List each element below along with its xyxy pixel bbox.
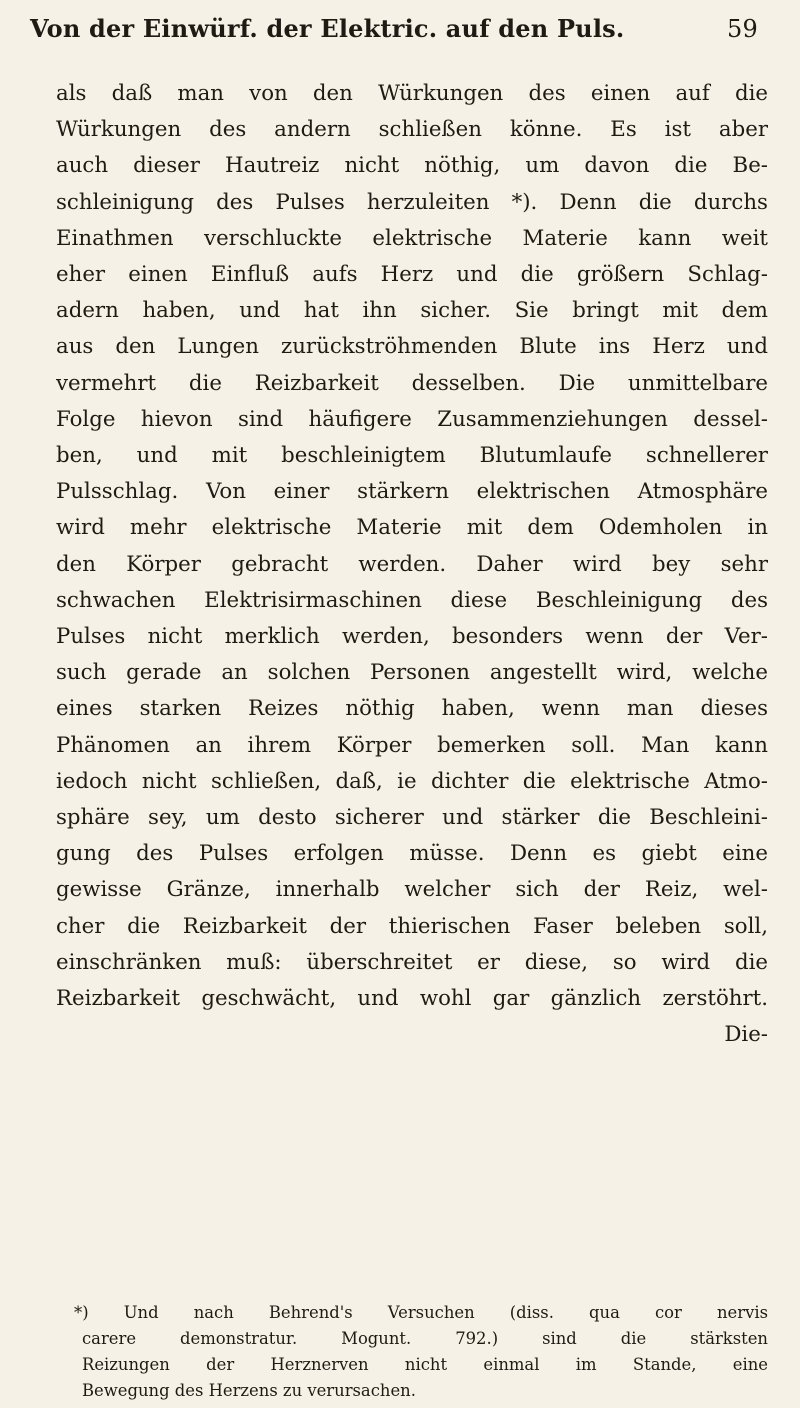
text-line: Pulsschlag. Von einer stärkern elektrischen Atmosphäre xyxy=(56,479,768,505)
text-line: als daß man von den Würkungen des einen auf die xyxy=(56,81,768,106)
text-line: eher einen Einfluß aufs Herz und die größern Schlag- xyxy=(56,262,768,288)
running-head xyxy=(30,14,758,43)
text-line: auch dieser Hautreiz nicht nöthig, um davon die Be- xyxy=(56,153,768,179)
text-line: gewisse Gränze, innerhalb welcher sich der Reiz, wel- xyxy=(56,877,768,903)
text-line: cher die Reizbarkeit der thierischen Faser beleben soll, xyxy=(56,913,768,939)
text-line: einschränken muß: überschreitet er diese, so wird die xyxy=(56,949,768,975)
catchword: Die- xyxy=(724,1022,768,1048)
text-line: Pulses nicht merklich werden, besonders wenn der Ver- xyxy=(56,624,768,650)
text-line: den Körper gebracht werden. Daher wird bey sehr xyxy=(56,551,768,577)
text-line: eines starken Reizes nöthig haben, wenn man dieses xyxy=(56,696,768,722)
footnote-line: Bewegung des Herzens zu verursachen. xyxy=(82,1381,416,1400)
footnote-line: carere demonstratur. Mogunt. 792.) sind die stärksten xyxy=(82,1329,768,1348)
text-line: such gerade an solchen Personen angestellt wird, welche xyxy=(56,660,768,686)
text-line: Einathmen verschluckte elektrische Materie kann weit xyxy=(56,225,768,251)
text-line: Folge hievon sind häufigere Zusammenziehungen dessel- xyxy=(56,406,768,432)
text-line: schwachen Elektrisirmaschinen diese Beschleinigung des xyxy=(56,587,768,613)
text-line: Reizbarkeit geschwächt, und wohl gar gänzlich zerstöhrt. xyxy=(56,986,768,1012)
text-line: adern haben, und hat ihn sicher. Sie bringt mit dem xyxy=(56,298,768,324)
running-head-title: Von der Einwürf. der Elektric. auf den Puls. xyxy=(30,14,625,43)
text-line: vermehrt die Reizbarkeit desselben. Die unmittelbare xyxy=(56,370,768,396)
text-line: schleinigung des Pulses herzuleiten *). Denn die durchs xyxy=(56,189,768,215)
footnote xyxy=(56,1300,768,1404)
page-number: 59 xyxy=(727,15,758,43)
body-text xyxy=(56,76,768,1053)
text-line: Würkungen des andern schließen könne. Es ist aber xyxy=(56,117,768,143)
footnote-line: Reizungen der Herznerven nicht einmal im Stande, eine xyxy=(82,1355,768,1374)
text-line: sphäre sey, um desto sicherer und stärker die Beschleini- xyxy=(56,805,768,831)
text-line: Phänomen an ihrem Körper bemerken soll. Man kann xyxy=(56,732,768,758)
text-line: iedoch nicht schließen, daß, ie dichter die elektrische Atmo- xyxy=(56,768,768,794)
text-line: wird mehr elektrische Materie mit dem Odemholen in xyxy=(56,515,768,541)
footnote-line: *) Und nach Behrend's Versuchen (diss. qua cor nervis xyxy=(74,1303,768,1322)
text-line: aus den Lungen zurückströhmenden Blute ins Herz und xyxy=(56,334,768,360)
text-line: gung des Pulses erfolgen müsse. Denn es giebt eine xyxy=(56,841,768,867)
text-line: ben, und mit beschleinigtem Blutumlaufe schnellerer xyxy=(56,443,768,469)
